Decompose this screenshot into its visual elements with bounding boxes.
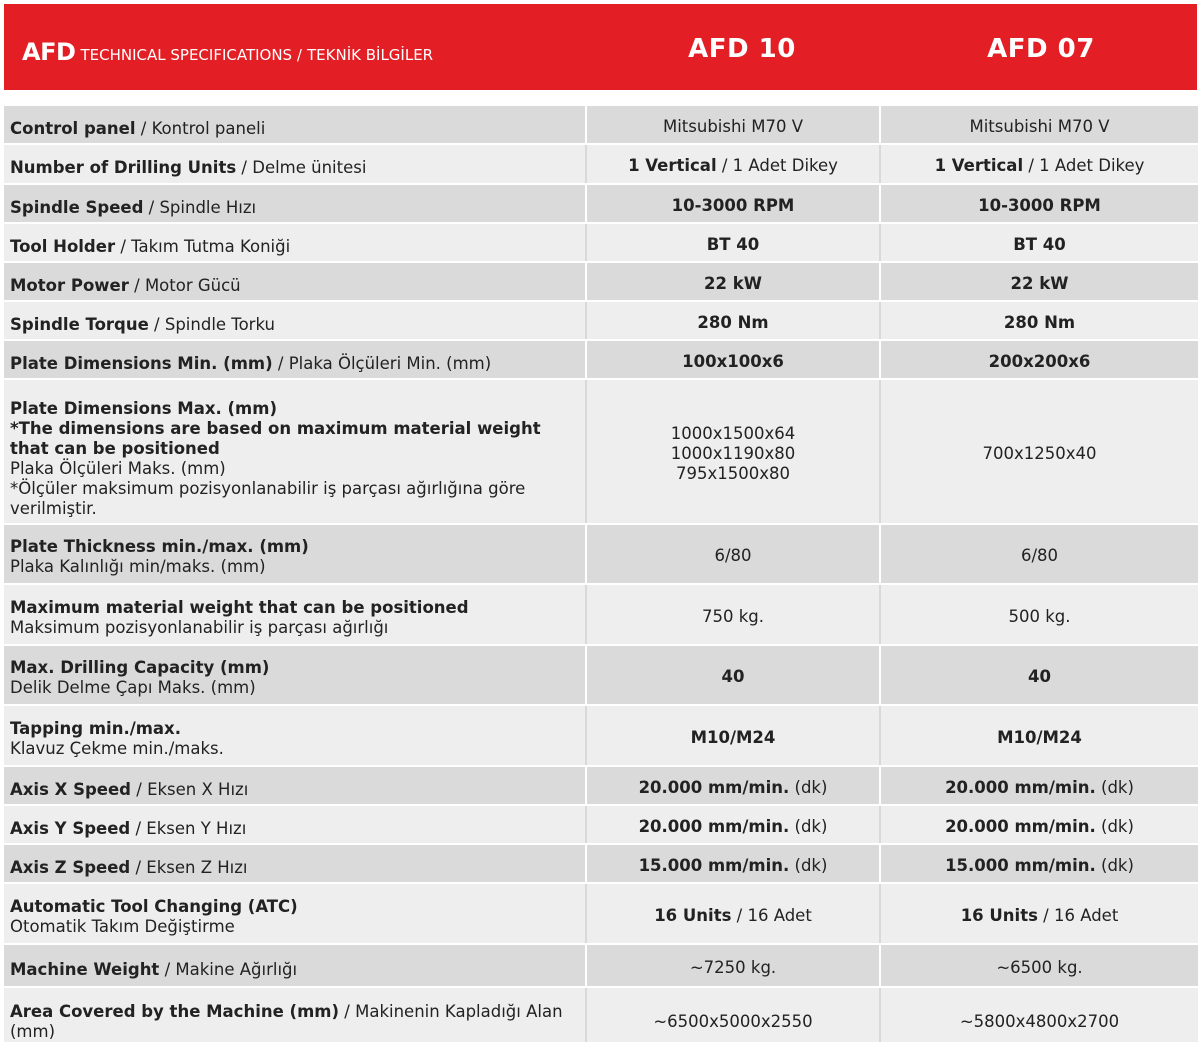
spec-label: Number of Drilling Units / Delme ünitesi xyxy=(4,144,586,184)
spec-value-afd10: ~7250 kg. xyxy=(586,944,880,987)
spec-value-afd10: 100x100x6 xyxy=(586,340,880,379)
spec-value-afd07: 280 Nm xyxy=(880,301,1198,340)
spec-label: Axis Y Speed / Eksen Y Hızı xyxy=(4,805,586,844)
table-row xyxy=(4,262,1198,301)
spec-value-afd07: ~6500 kg. xyxy=(880,944,1198,987)
spec-label: Area Covered by the Machine (mm) / Makinenin Kapladığı Alan (mm) xyxy=(4,987,586,1043)
spec-value-afd07: 22 kW xyxy=(880,262,1198,301)
spec-value-afd10: 6/80 xyxy=(586,524,880,584)
spec-value-afd07: Mitsubishi M70 V xyxy=(880,106,1198,144)
spec-label: Spindle Torque / Spindle Torku xyxy=(4,301,586,340)
table-row xyxy=(4,766,1198,805)
spec-value-afd10: 16 Units / 16 Adet xyxy=(586,883,880,944)
spec-table xyxy=(4,106,1198,1044)
table-row xyxy=(4,301,1198,340)
spec-header xyxy=(4,4,1197,90)
spec-value-afd07: 16 Units / 16 Adet xyxy=(880,883,1198,944)
spec-value-afd10: 750 kg. xyxy=(586,584,880,645)
spec-value-afd07: M10/M24 xyxy=(880,705,1198,766)
header-title xyxy=(22,38,433,66)
spec-value-afd10: ~6500x5000x2550 xyxy=(586,987,880,1043)
spec-value-afd10: 22 kW xyxy=(586,262,880,301)
table-row xyxy=(4,883,1198,944)
spec-value-afd07: BT 40 xyxy=(880,223,1198,262)
table-row xyxy=(4,379,1198,524)
spec-label: Plate Dimensions Max. (mm) *The dimensions are based on maximum material weight that can be positioned Plaka Ölçüleri Maks. (mm) *Ölçüler maksimum pozisyonlanabilir iş parçası ağırlığına göre verilmiştir. xyxy=(4,379,586,524)
spec-value-afd10: 280 Nm xyxy=(586,301,880,340)
spec-label: Tool Holder / Takım Tutma Koniği xyxy=(4,223,586,262)
spec-value-afd10: 1 Vertical / 1 Adet Dikey xyxy=(586,144,880,184)
spec-label: Automatic Tool Changing (ATC) Otomatik Takım Değiştirme xyxy=(4,883,586,944)
spec-value-afd10: 15.000 mm/min. (dk) xyxy=(586,844,880,883)
spec-label: Tapping min./max. Klavuz Çekme min./maks. xyxy=(4,705,586,766)
model-afd10-heading: AFD 10 xyxy=(688,34,796,64)
spec-value-afd07: 20.000 mm/min. (dk) xyxy=(880,805,1198,844)
table-row xyxy=(4,144,1198,184)
spec-label: Max. Drilling Capacity (mm) Delik Delme Çapı Maks. (mm) xyxy=(4,645,586,705)
spec-value-afd10: 20.000 mm/min. (dk) xyxy=(586,766,880,805)
spec-label: Axis Z Speed / Eksen Z Hızı xyxy=(4,844,586,883)
spec-value-afd10: 1000x1500x64 1000x1190x80 795x1500x80 xyxy=(586,379,880,524)
spec-value-afd07: 200x200x6 xyxy=(880,340,1198,379)
table-row xyxy=(4,106,1198,144)
spec-value-afd10: BT 40 xyxy=(586,223,880,262)
table-row xyxy=(4,584,1198,645)
table-row xyxy=(4,524,1198,584)
spec-value-afd07: 6/80 xyxy=(880,524,1198,584)
spec-value-afd10: Mitsubishi M70 V xyxy=(586,106,880,144)
spec-label: Control panel / Kontrol paneli xyxy=(4,106,586,144)
table-row xyxy=(4,844,1198,883)
brand-logo-text: AFD xyxy=(22,38,76,66)
spec-value-afd10: 20.000 mm/min. (dk) xyxy=(586,805,880,844)
model-afd07-heading: AFD 07 xyxy=(987,34,1095,64)
spec-value-afd07: 15.000 mm/min. (dk) xyxy=(880,844,1198,883)
spec-value-afd10: 40 xyxy=(586,645,880,705)
spec-label: Axis X Speed / Eksen X Hızı xyxy=(4,766,586,805)
spec-value-afd07: 10-3000 RPM xyxy=(880,184,1198,223)
header-title-en: TECHNICAL SPECIFICATIONS / xyxy=(80,46,302,64)
spec-value-afd07: 700x1250x40 xyxy=(880,379,1198,524)
table-row xyxy=(4,987,1198,1043)
spec-label: Spindle Speed / Spindle Hızı xyxy=(4,184,586,223)
spec-label: Plate Dimensions Min. (mm) / Plaka Ölçüleri Min. (mm) xyxy=(4,340,586,379)
spec-value-afd07: 500 kg. xyxy=(880,584,1198,645)
spec-value-afd10: M10/M24 xyxy=(586,705,880,766)
table-row xyxy=(4,340,1198,379)
table-row xyxy=(4,223,1198,262)
spec-label: Machine Weight / Makine Ağırlığı xyxy=(4,944,586,987)
header-title-tr: TEKNİK BİLGİLER xyxy=(307,46,434,64)
spec-label: Motor Power / Motor Gücü xyxy=(4,262,586,301)
spec-label: Maximum material weight that can be positioned Maksimum pozisyonlanabilir iş parçası ağırlığı xyxy=(4,584,586,645)
spec-value-afd10: 10-3000 RPM xyxy=(586,184,880,223)
spec-value-afd07: 40 xyxy=(880,645,1198,705)
table-row xyxy=(4,805,1198,844)
table-row xyxy=(4,184,1198,223)
spec-value-afd07: 1 Vertical / 1 Adet Dikey xyxy=(880,144,1198,184)
spec-value-afd07: 20.000 mm/min. (dk) xyxy=(880,766,1198,805)
table-row xyxy=(4,705,1198,766)
spec-label: Plate Thickness min./max. (mm) Plaka Kalınlığı min/maks. (mm) xyxy=(4,524,586,584)
spec-value-afd07: ~5800x4800x2700 xyxy=(880,987,1198,1043)
table-row xyxy=(4,944,1198,987)
table-row xyxy=(4,645,1198,705)
